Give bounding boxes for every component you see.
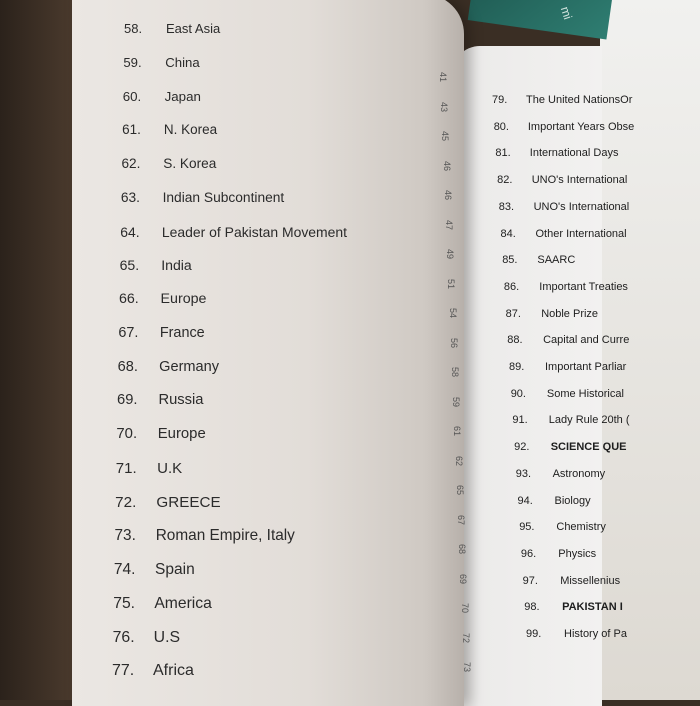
toc-entry: [519, 521, 606, 537]
toc-entry-title: PAKISTAN I: [562, 601, 623, 614]
page-number: 68: [457, 543, 468, 555]
toc-entry-title: Russia: [158, 392, 204, 409]
toc-entry-number: 83.: [498, 200, 515, 213]
toc-entry-title: Africa: [153, 662, 194, 680]
toc-entry-title: Some Historical: [546, 387, 624, 400]
toc-entry-title: East Asia: [166, 21, 221, 37]
toc-entry-title: Europe: [157, 426, 206, 443]
toc-entry-title: Other International: [535, 227, 627, 240]
page-number: 70: [459, 602, 470, 614]
toc-entry-number: 70.: [116, 426, 138, 443]
toc-entry-number: 62.: [121, 156, 141, 172]
toc-entry-title: Missellenius: [560, 574, 621, 587]
toc-entry: [512, 414, 630, 430]
toc-entry-number: 97.: [522, 574, 538, 587]
page-number: 58: [450, 366, 461, 378]
toc-entry: [514, 441, 627, 457]
toc-entry-number: 96.: [520, 547, 537, 560]
toc-entry-number: 90.: [510, 387, 526, 400]
toc-entry: [521, 548, 602, 564]
toc-entry-title: Biology: [554, 494, 591, 507]
toc-entry-number: 71.: [115, 459, 137, 477]
toc-entry-number: 72.: [115, 493, 137, 511]
toc-entry-title: Capital and Curre: [543, 334, 630, 347]
toc-entry: [524, 601, 623, 617]
page-number: 46: [441, 160, 452, 171]
toc-entry-number: 81.: [495, 147, 511, 160]
toc-entry: [518, 495, 603, 511]
toc-entry-title: S. Korea: [163, 156, 217, 172]
toc-entry-title: Europe: [160, 291, 207, 308]
toc-entry-title: America: [154, 594, 212, 612]
page-number: 56: [448, 337, 459, 348]
toc-entry: [522, 574, 621, 591]
toc-entry-number: 74.: [113, 561, 136, 579]
toc-entry-number: 98.: [524, 601, 540, 614]
toc-entry-number: 67.: [118, 324, 139, 341]
page-number: 65: [454, 484, 465, 496]
toc-entry: [510, 387, 624, 404]
right-page: [452, 46, 635, 706]
toc-entry-number: 84.: [500, 227, 516, 240]
toc-entry-number: 82.: [497, 174, 513, 187]
toc-entry-title: Germany: [159, 358, 220, 375]
toc-entry-title: U.S: [153, 628, 181, 646]
toc-entry-number: 61.: [122, 122, 141, 138]
toc-entry: [498, 200, 630, 217]
toc-entry-title: Important Treaties: [539, 280, 628, 293]
page-number: 54: [447, 307, 458, 319]
page-number: 72: [460, 632, 471, 643]
toc-entry-title: Noble Prize: [541, 307, 599, 320]
page-number: 45: [440, 130, 451, 142]
toc-entry-number: 79.: [492, 94, 508, 106]
toc-entry-title: SAARC: [537, 254, 576, 267]
toc-entry-number: 88.: [507, 334, 523, 347]
toc-entry-number: 58.: [124, 21, 143, 37]
page-number: 46: [442, 189, 453, 201]
toc-entry-number: 63.: [120, 189, 140, 205]
toc-entry-number: 92.: [514, 441, 530, 454]
toc-entry-number: 66.: [118, 291, 139, 308]
toc-entry-number: 80.: [493, 120, 509, 133]
left-page: [72, 0, 473, 706]
toc-entry-title: History of Pa: [564, 628, 627, 640]
page-number: 67: [456, 514, 467, 525]
page-number: 73: [462, 661, 473, 673]
toc-entry-title: France: [159, 324, 205, 341]
toc-entry: [509, 361, 627, 377]
page-number: 61: [452, 425, 463, 437]
toc-entry: [506, 308, 602, 324]
toc-entry-title: UNO's International: [531, 174, 628, 187]
toc-entry-title: Chemistry: [556, 521, 606, 534]
page-number: 43: [439, 101, 450, 112]
page-number: 49: [445, 248, 456, 260]
toc-entry: [492, 94, 633, 110]
toc-entry-number: 64.: [120, 223, 140, 240]
toc-entry-number: 69.: [117, 392, 138, 409]
book-spine-text: mi: [557, 4, 575, 22]
toc-entry: [515, 467, 606, 484]
toc-entry: [507, 334, 630, 350]
toc-entry-number: 68.: [117, 358, 138, 375]
toc-entry-number: 65.: [119, 257, 140, 274]
toc-entry-title: Lady Rule 20th (: [548, 414, 630, 427]
toc-entry-title: Japan: [164, 88, 201, 104]
toc-entry-number: 94.: [517, 494, 533, 507]
toc-entry-title: UNO's International: [533, 200, 630, 213]
page-number: 51: [446, 278, 457, 289]
toc-entry-title: Physics: [558, 547, 597, 560]
page-number: 47: [444, 219, 455, 230]
toc-entry-title: India: [161, 257, 192, 274]
toc-entry-number: 99.: [526, 628, 542, 640]
page-number: 69: [458, 573, 469, 584]
toc-entry-number: 91.: [512, 414, 528, 427]
toc-entry: [493, 120, 635, 137]
toc-entry-number: 87.: [505, 307, 521, 320]
toc-entry-title: International Days: [529, 147, 619, 160]
toc-entry: [497, 174, 628, 190]
toc-entry-title: U.K: [157, 459, 183, 477]
teal-book-cover: [468, 0, 612, 40]
toc-entry-number: 86.: [503, 280, 520, 293]
toc-entry-title: Indian Subcontinent: [162, 189, 285, 205]
toc-entry-title: Astronomy: [552, 467, 606, 480]
page-number: 62: [453, 455, 464, 466]
toc-entry-number: 60.: [122, 88, 142, 104]
toc-entry: [503, 280, 628, 297]
toc-entry: [526, 628, 627, 644]
toc-entry-title: Leader of Pakistan Movement: [161, 223, 348, 240]
toc-entry-number: 95.: [519, 521, 535, 534]
toc-entry-title: The United NationsOr: [526, 94, 633, 106]
toc-entry-number: 93.: [515, 467, 532, 480]
toc-entry-title: GREECE: [156, 493, 221, 511]
toc-entry-number: 89.: [509, 361, 525, 373]
toc-entry: [502, 254, 602, 270]
toc-entry-number: 85.: [502, 254, 518, 267]
toc-entry: [500, 227, 627, 244]
toc-entry-title: Important Parliar: [545, 361, 627, 373]
toc-entry-title: Roman Empire, Italy: [155, 527, 295, 545]
table-surface: [0, 0, 72, 700]
toc-entry-title: N. Korea: [163, 122, 218, 138]
toc-entry-number: 76.: [112, 628, 135, 646]
toc-entry: [495, 147, 619, 163]
toc-entry-title: SCIENCE QUE: [550, 441, 627, 454]
toc-entry-number: 77.: [112, 662, 135, 680]
toc-entry-title: Important Years Obse: [527, 120, 635, 133]
page-number: 41: [438, 71, 449, 83]
toc-entry-number: 73.: [114, 527, 136, 545]
toc-entry-title: Spain: [155, 561, 195, 579]
toc-entry-number: 59.: [123, 54, 142, 70]
toc-entry-title: China: [165, 54, 200, 70]
toc-entry-number: 75.: [113, 594, 136, 612]
page-number: 59: [451, 396, 462, 407]
